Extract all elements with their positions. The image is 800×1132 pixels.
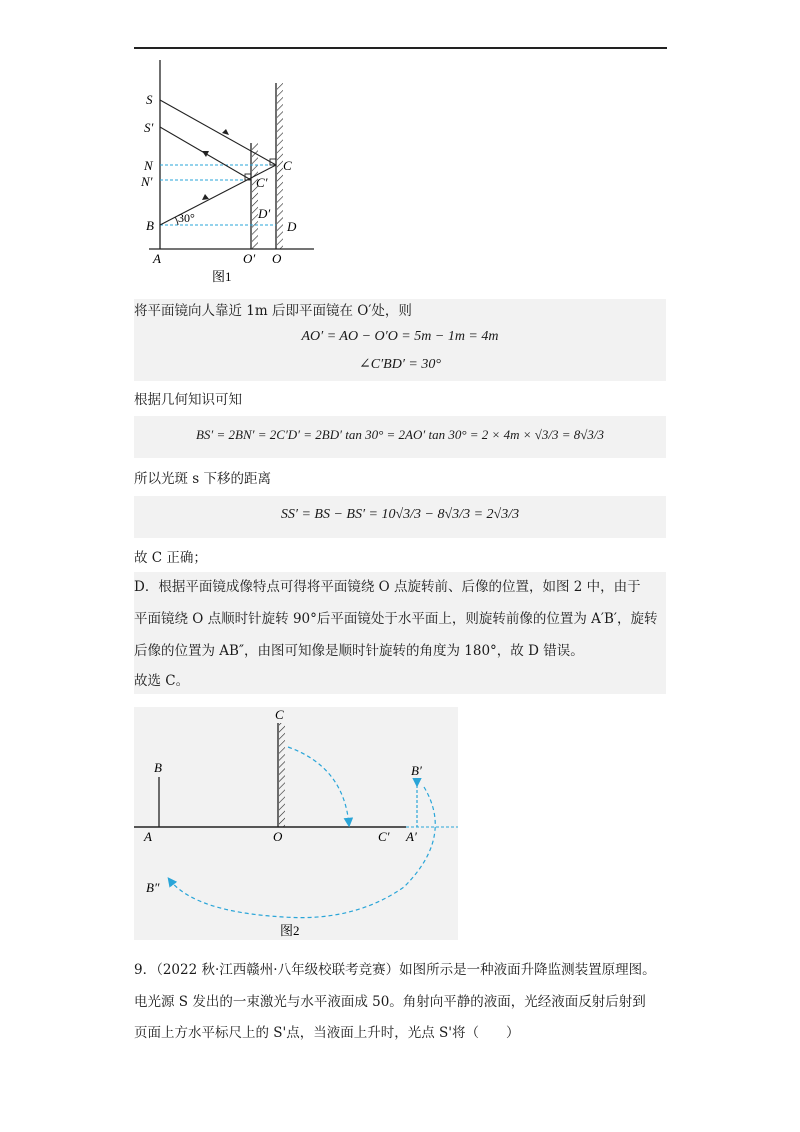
fig2-label-O: O: [273, 829, 283, 844]
text-line-4: 故 C 正确；: [134, 550, 207, 566]
label-N-prime: N′: [141, 174, 153, 189]
figure-2-diagram: [134, 707, 458, 940]
fig2-label-A-prime: A′: [406, 829, 417, 844]
label-D-prime: D′: [258, 206, 271, 221]
label-C: C: [283, 158, 292, 173]
fig2-label-B-prime: B′: [411, 763, 422, 778]
question-9-line-1: 9．（2022 秋·江西赣州·八年级校联考竞赛）如图所示是一种液面升降监测装置原理图。: [134, 962, 656, 978]
figure-2: [134, 707, 458, 940]
label-S: S: [146, 92, 153, 107]
fig2-label-B-double-prime: B″: [146, 880, 160, 895]
label-O: O: [272, 251, 282, 266]
text-line-3: 所以光斑 s 下移的距离: [134, 471, 272, 487]
text-line-2: 根据几何知识可知: [134, 392, 242, 408]
text-line-5: D．根据平面镜成像特点可得将平面镜绕 O 点旋转前、后像的位置，如图 2 中，由于: [134, 579, 641, 595]
label-C-prime: C′: [256, 175, 268, 190]
equation-4: SS′ = BS − BS′ = 10√3/3 − 8√3/3 = 2√3/3: [280, 507, 520, 522]
text-line-6: 平面镜绕 O 点顺时针旋转 90°后平面镜处于水平面上，则旋转前像的位置为 A′B′，旋转: [134, 611, 658, 627]
question-9-line-3: 页面上方水平标尺上的 S'点，当液面上升时，光点 S'将（ ）: [134, 1025, 520, 1041]
label-O-prime: O′: [243, 251, 256, 266]
label-S-prime: S′: [144, 120, 154, 135]
angle-label: 30°: [178, 211, 195, 225]
fig2-label-B: B: [154, 760, 162, 775]
label-D: D: [287, 219, 297, 234]
figure-1-caption: 图1: [212, 269, 232, 284]
fig2-label-A: A: [144, 829, 152, 844]
fig2-label-C: C: [275, 707, 284, 722]
text-line-7: 后像的位置为 AB″，由图可知像是顺时针旋转的角度为 180°，故 D 错误。: [134, 643, 584, 659]
text-line-8: 故选 C。: [134, 673, 190, 689]
label-B: B: [146, 218, 154, 233]
text-line-1: 将平面镜向人靠近 1m 后即平面镜在 O′处，则: [134, 303, 412, 319]
label-A: A: [153, 251, 161, 266]
label-N: N: [144, 158, 153, 173]
header-rule: [134, 47, 667, 49]
question-9-line-2: 电光源 S 发出的一束激光与水平液面成 50。角射向平静的液面，光经液面反射后射到: [134, 994, 646, 1010]
fig2-label-C-prime: C′: [378, 829, 390, 844]
figure-1: [134, 55, 334, 295]
figure-2-caption: 图2: [280, 923, 300, 938]
figure-1-diagram: [134, 55, 334, 295]
equation-2: ∠C′BD′ = 30°: [359, 357, 441, 372]
equation-3: BS′ = 2BN′ = 2C′D′ = 2BD′ tan 30° = 2AO′ tan 30° = 2 × 4m × √3/3 = 8√3/3: [195, 427, 604, 442]
equation-1: AO′ = AO − O′O = 5m − 1m = 4m: [301, 329, 499, 344]
